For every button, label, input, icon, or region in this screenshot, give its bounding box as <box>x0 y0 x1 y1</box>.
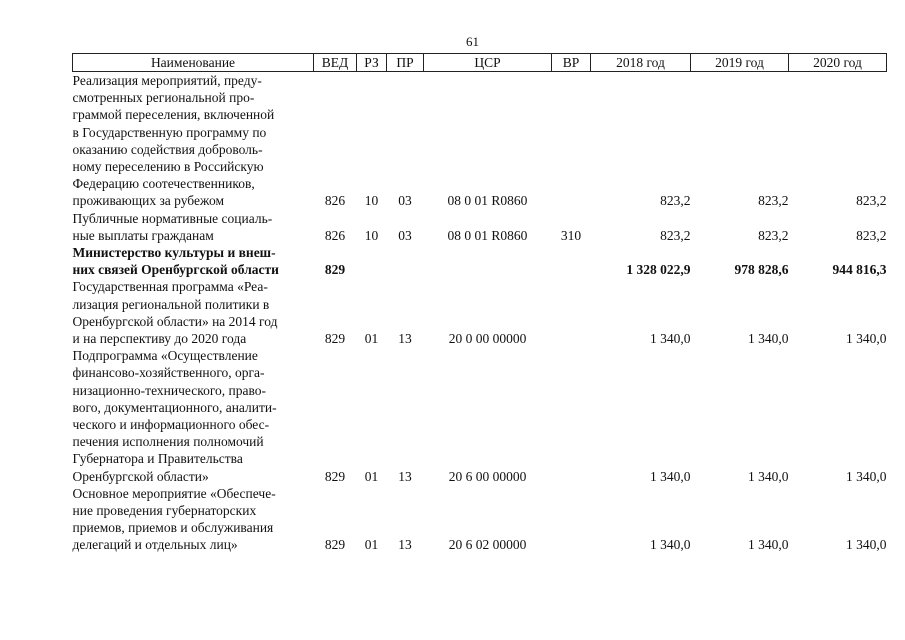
cell-2019: 823,2 <box>758 227 789 243</box>
cell-vr <box>552 278 591 347</box>
table-row <box>73 244 887 278</box>
cell-ved: 829 <box>324 468 346 484</box>
name-line: ному переселению в Российскую <box>72 159 264 175</box>
name-line: финансово-хозяйственного, орга- <box>72 365 265 381</box>
cell-pr: 03 <box>398 193 412 209</box>
cell-csr: 08 0 01 R0860 <box>447 193 528 209</box>
header-name: Наименование <box>73 54 314 72</box>
table-header-row <box>73 54 887 72</box>
header-2018: 2018 год <box>591 54 691 72</box>
cell-ved: 826 <box>324 193 346 209</box>
name-line: Основное мероприятие «Обеспече- <box>72 485 276 501</box>
cell-csr: 08 0 01 R0860 <box>447 227 528 243</box>
cell-2018: 1 340,0 <box>650 331 691 347</box>
cell-vr <box>552 485 591 554</box>
cell-2018: 1 340,0 <box>650 537 691 553</box>
cell-2019: 978 828,6 <box>734 262 789 278</box>
cell-name <box>73 347 314 485</box>
cell-vr <box>552 244 591 278</box>
cell-pr: 13 <box>398 468 412 484</box>
name-line: вого, документационного, аналити- <box>72 399 277 415</box>
cell-rz: 01 <box>364 537 379 553</box>
cell-2020: 1 340,0 <box>846 537 887 553</box>
name-line: Федерацию соотечественников, <box>72 176 255 192</box>
name-line: приемов, приемов и обслуживания <box>72 520 274 536</box>
cell-2020: 1 340,0 <box>846 331 887 347</box>
header-pr: ПР <box>387 54 424 72</box>
cell-name <box>73 244 314 278</box>
cell-2020: 1 340,0 <box>846 468 887 484</box>
cell-pr: 13 <box>398 537 412 553</box>
name-line: оказанию содействия доброволь- <box>72 141 263 157</box>
cell-ved: 826 <box>324 227 346 243</box>
cell-2018: 1 340,0 <box>650 468 691 484</box>
name-line: проживающих за рубежом <box>72 193 225 209</box>
budget-table <box>72 53 887 554</box>
header-2020: 2020 год <box>789 54 887 72</box>
name-line: Реализация мероприятий, преду- <box>72 73 262 88</box>
cell-2019: 1 340,0 <box>748 331 789 347</box>
name-line: лизация региональной политики в <box>72 296 270 312</box>
cell-vr <box>552 72 591 210</box>
cell-rz <box>357 244 387 278</box>
name-line: Публичные нормативные социаль- <box>72 210 273 226</box>
table-row <box>73 278 887 347</box>
cell-2020: 823,2 <box>856 193 887 209</box>
cell-ved: 829 <box>324 262 346 278</box>
cell-2019: 1 340,0 <box>748 468 789 484</box>
cell-rz: 10 <box>364 227 379 243</box>
name-line: в Государственную программу по <box>72 124 267 140</box>
cell-2020: 944 816,3 <box>832 262 887 278</box>
table-row <box>73 210 887 244</box>
cell-2019: 1 340,0 <box>748 537 789 553</box>
cell-name <box>73 485 314 554</box>
table-row <box>73 347 887 485</box>
page-number: 61 <box>466 34 479 49</box>
cell-rz: 01 <box>364 468 379 484</box>
cell-2020: 823,2 <box>856 227 887 243</box>
name-line: граммой переселения, включенной <box>72 107 275 123</box>
header-vr: ВР <box>552 54 591 72</box>
cell-2018: 823,2 <box>660 193 691 209</box>
header-csr: ЦСР <box>424 54 552 72</box>
cell-name <box>73 278 314 347</box>
cell-csr <box>424 244 552 278</box>
cell-pr <box>387 244 424 278</box>
name-line: смотренных региональной про- <box>72 90 255 106</box>
name-line: Оренбургской области» на 2014 год <box>72 313 278 329</box>
cell-ved: 829 <box>324 537 346 553</box>
name-line: печения исполнения полномочий <box>72 434 264 450</box>
table-body <box>73 72 887 554</box>
cell-csr: 20 6 02 00000 <box>448 537 527 553</box>
cell-csr: 20 0 00 00000 <box>448 331 527 347</box>
cell-name <box>73 210 314 244</box>
header-ved: ВЕД <box>314 54 357 72</box>
table-row <box>73 72 887 210</box>
header-rz: РЗ <box>357 54 387 72</box>
cell-rz: 01 <box>364 331 379 347</box>
cell-2019: 823,2 <box>758 193 789 209</box>
name-line: и на перспективу до 2020 года <box>72 331 247 347</box>
cell-rz: 10 <box>364 193 379 209</box>
name-line: делегаций и отдельных лиц» <box>72 537 238 553</box>
cell-2018: 823,2 <box>660 227 691 243</box>
table-row <box>73 485 887 554</box>
cell-name <box>73 72 314 210</box>
cell-vr: 310 <box>560 227 582 243</box>
name-line: Государственная программа «Реа- <box>72 279 268 295</box>
name-line: Губернатора и Правительства <box>72 451 243 467</box>
cell-ved: 829 <box>324 331 346 347</box>
name-line: ческого и информационного обес- <box>72 417 270 433</box>
cell-pr: 03 <box>398 227 412 243</box>
name-line: ные выплаты гражданам <box>72 227 214 243</box>
name-line: низационно-технического, право- <box>72 382 267 398</box>
name-line: них связей Оренбургской области <box>72 262 279 278</box>
name-line: ние проведения губернаторских <box>72 503 257 519</box>
cell-pr: 13 <box>398 331 412 347</box>
cell-csr: 20 6 00 00000 <box>448 468 527 484</box>
name-line: Подпрограмма «Осуществление <box>72 348 258 364</box>
cell-2018: 1 328 022,9 <box>626 262 691 278</box>
name-line: Оренбургской области» <box>72 468 209 484</box>
cell-vr <box>552 347 591 485</box>
header-2019: 2019 год <box>691 54 789 72</box>
name-line: Министерство культуры и внеш- <box>72 245 276 261</box>
